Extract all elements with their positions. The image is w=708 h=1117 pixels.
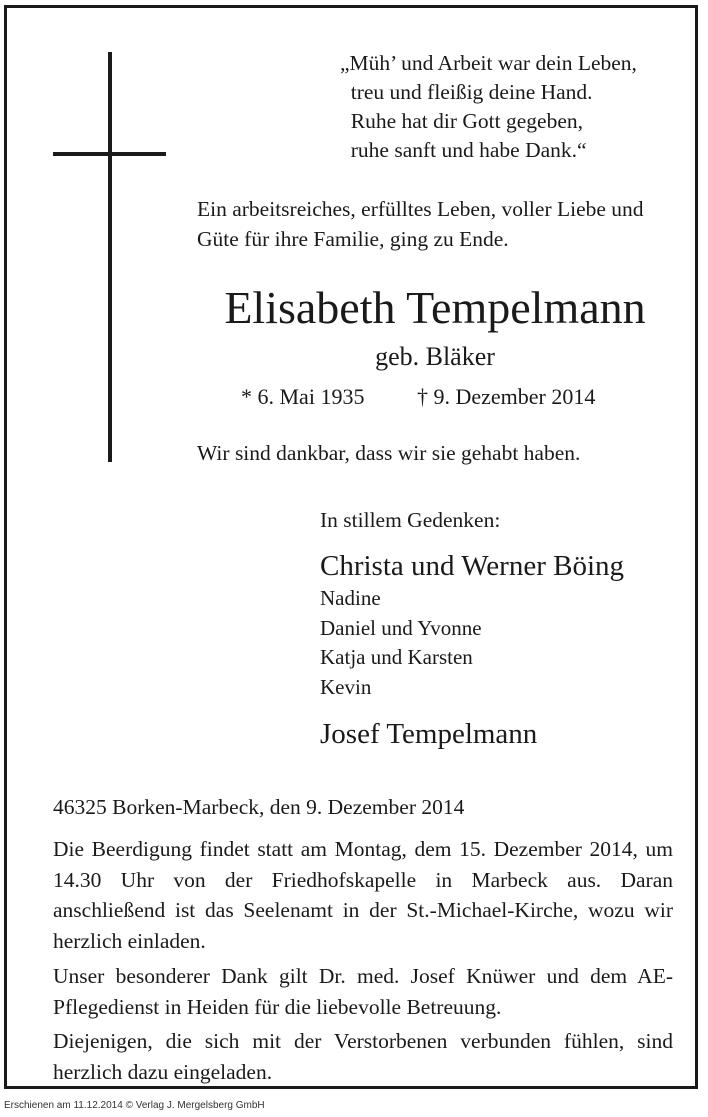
- memory-label: In stillem Gedenken:: [320, 508, 501, 532]
- list-item: Daniel und Yvonne: [320, 615, 482, 640]
- list-item: Kevin: [320, 674, 372, 699]
- place-date: 46325 Borken-Marbeck, den 9. Dezember 2014: [53, 795, 465, 819]
- maiden-name: geb. Bläker: [375, 342, 495, 371]
- publication-credit: Erschienen am 11.12.2014 © Verlag J. Mergelsberg GmbH: [4, 1100, 265, 1111]
- poem-line: „Müh’ und Arbeit war dein Leben,: [340, 51, 637, 75]
- deceased-name: Elisabeth Tempelmann: [224, 282, 646, 333]
- mourner-primary: Christa und Werner Böing: [320, 550, 625, 582]
- acknowledgement: Unser besonderer Dank gilt Dr. med. Josef Knüwer und dem AE-Pflegedienst in Heiden für die liebevolle Betreuung.: [53, 964, 673, 1019]
- poem-line: ruhe sanft und habe Dank.“: [340, 138, 587, 162]
- poem-line: treu und fleißig deine Hand.: [340, 80, 593, 104]
- poem: [340, 49, 637, 165]
- intro-text: Ein arbeitsreiches, erfülltes Leben, voller Liebe und Güte für ihre Familie, ging zu Ende.: [197, 197, 644, 251]
- invitation: Diejenigen, die sich mit der Verstorbenen verbunden fühlen, sind herzlich dazu eingeladen.: [53, 1029, 673, 1084]
- cross-icon: [108, 52, 112, 462]
- list-item: Katja und Karsten: [320, 645, 473, 669]
- list-item: Nadine: [320, 586, 381, 610]
- birth-date: * 6. Mai 1935: [241, 384, 365, 409]
- cross-icon-bar: [53, 152, 166, 156]
- obituary-frame: [4, 5, 698, 1089]
- thanks-text: Wir sind dankbar, dass wir sie gehabt haben.: [197, 441, 581, 465]
- funeral-info: Die Beerdigung findet statt am Montag, dem 15. Dezember 2014, um 14.30 Uhr von der Friedhofskapelle in Marbeck aus. Daran anschließend ist das Seelenamt in der St.-Michael-Kirche, wozu wir herzlich einladen.: [53, 837, 673, 953]
- poem-line: Ruhe hat dir Gott gegeben,: [340, 109, 584, 133]
- family-list: [320, 584, 482, 702]
- mourner-secondary: Josef Tempelmann: [320, 718, 538, 750]
- death-date: † 9. Dezember 2014: [417, 384, 596, 409]
